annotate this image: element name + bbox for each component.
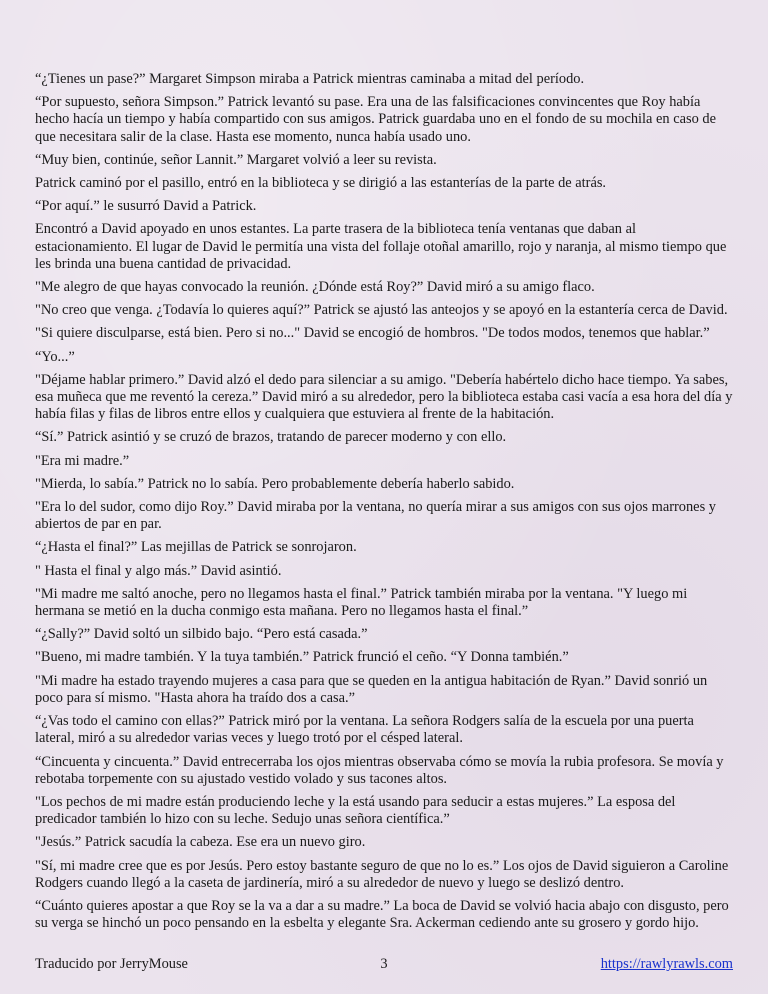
paragraph: “Cincuenta y cincuenta.” David entrecerraba los ojos mientras observaba cómo se movía la rubia profesora. Se movía y rebotaba torpemente con su ajustado vestido volado y sus tacones altos. xyxy=(35,753,724,787)
story-text xyxy=(35,71,735,938)
paragraph: "Los pechos de mi madre están produciendo leche y la está usando para seducir a estas mujeres.” La esposa del predicador también lo hizo con su leche. Sedujo unas señora científica.” xyxy=(35,793,676,828)
paragraph: "No creo que venga. ¿Todavía lo quieres aquí?” Patrick se ajustó las anteojos y se apoyó en la estantería cerca de David. xyxy=(35,302,728,319)
paragraph: “Sí.” Patrick asintió y se cruzó de brazos, tratando de parecer moderno y con ello. xyxy=(35,429,507,446)
translator-credit: Traducido por JerryMouse xyxy=(35,956,188,972)
paragraph: “Yo...” xyxy=(35,348,75,365)
paragraph: Encontró a David apoyado en unos estantes. La parte trasera de la biblioteca tenía ventanas que daban al estacionamiento. El lugar de David le permitía una vista del follaje otoñal amarillo, rojo y naranja, al mismo tiempo que les brinda una buena cantidad de privacidad. xyxy=(35,221,727,272)
paragraph: “Por supuesto, señora Simpson.” Patrick levantó su pase. Era una de las falsificaciones convincentes que Roy había hecho hacía un tiempo y había compartido con sus amigos. Patrick guardaba uno en el fondo de su mochila en caso de que necesitara salir de la clase. Hasta ese momento, nunca había usado uno. xyxy=(35,94,716,145)
paragraph: "Mierda, lo sabía.” Patrick no lo sabía. Pero probablemente debería haberlo sabido. xyxy=(35,475,515,492)
paragraph: "Si quiere disculparse, está bien. Pero si no..." David se encogió de hombros. "De todos modos, tenemos que hablar.” xyxy=(35,325,710,342)
paragraph: "Déjame hablar primero.” David alzó el dedo para silenciar a su amigo. "Debería habértelo dicho hace tiempo. Ya sabes, esa muñeca que me reventó la cereza.” David miró a su alrededor, pero la biblioteca estaba casi vacía a esa hora del día y había filas y filas de libros entre ellos y cualquiera que estuviera al frente de la habitación. xyxy=(35,371,733,423)
paragraph: "Sí, mi madre cree que es por Jesús. Pero estoy bastante seguro de que no lo es.” Los ojos de David siguieron a Caroline Rodgers cuando llegó a la caseta de jardinería, miró a su alrededor de nuevo y luego se deslizó dentro. xyxy=(35,857,729,891)
paragraph: “¿Vas todo el camino con ellas?” Patrick miró por la ventana. La señora Rodgers salía de la escuela por una puerta lateral, miró a su alrededor varias veces y luego trotó por el césped lateral. xyxy=(35,713,694,747)
page-number: 3 xyxy=(380,956,388,972)
paragraph: " Hasta el final y algo más.” David asintió. xyxy=(35,562,282,579)
paragraph: "Mi madre me saltó anoche, pero no llegamos hasta el final.” Patrick también miraba por la ventana. "Y luego mi hermana se metió en la ducha conmigo esta mañana. Pero no llegamos hasta el final.” xyxy=(35,585,688,620)
paragraph: “Muy bien, continúe, señor Lannit.” Margaret volvió a leer su revista. xyxy=(35,151,437,168)
paragraph: “¿Sally?” David soltó un silbido bajo. “Pero está casada.” xyxy=(35,626,368,643)
paragraph: Patrick caminó por el pasillo, entró en la biblioteca y se dirigió a las estanterías de la parte de atrás. xyxy=(35,175,607,192)
paragraph: “¿Hasta el final?” Las mejillas de Patrick se sonrojaron. xyxy=(35,539,357,556)
paragraph: "Me alegro de que hayas convocado la reunión. ¿Dónde está Roy?” David miró a su amigo flaco. xyxy=(35,279,595,296)
paragraph: "Era lo del sudor, como dijo Roy.” David miraba por la ventana, no quería mirar a sus amigos con sus ojos marrones y abiertos de par en par. xyxy=(35,499,716,533)
paragraph: "Bueno, mi madre también. Y la tuya también.” Patrick frunció el ceño. “Y Donna también.” xyxy=(35,649,569,666)
paragraph: “¿Tienes un pase?” Margaret Simpson miraba a Patrick mientras caminaba a mitad del período. xyxy=(35,71,585,87)
website-link[interactable]: https://rawlyrawls.com xyxy=(600,956,733,972)
paragraph: "Jesús.” Patrick sacudía la cabeza. Ese era un nuevo giro. xyxy=(35,834,366,851)
page-footer xyxy=(35,956,733,976)
paragraph: "Mi madre ha estado trayendo mujeres a casa para que se queden en la antigua habitación de Ryan.” David sonrió un poco para sí mismo. "Hasta ahora ha traído dos a casa.” xyxy=(35,672,708,706)
paragraph: "Era mi madre.” xyxy=(35,452,130,469)
paragraph: “Cuánto quieres apostar a que Roy se la va a dar a su madre.” La boca de David se volvió hacia abajo con disgusto, pero su verga se hinchó un poco pensando en la esbelta y elegante Sra. Ackerman cediendo ante su grosero y gordo hijo. xyxy=(35,897,729,932)
paragraph: “Por aquí.” le susurró David a Patrick. xyxy=(35,198,257,215)
